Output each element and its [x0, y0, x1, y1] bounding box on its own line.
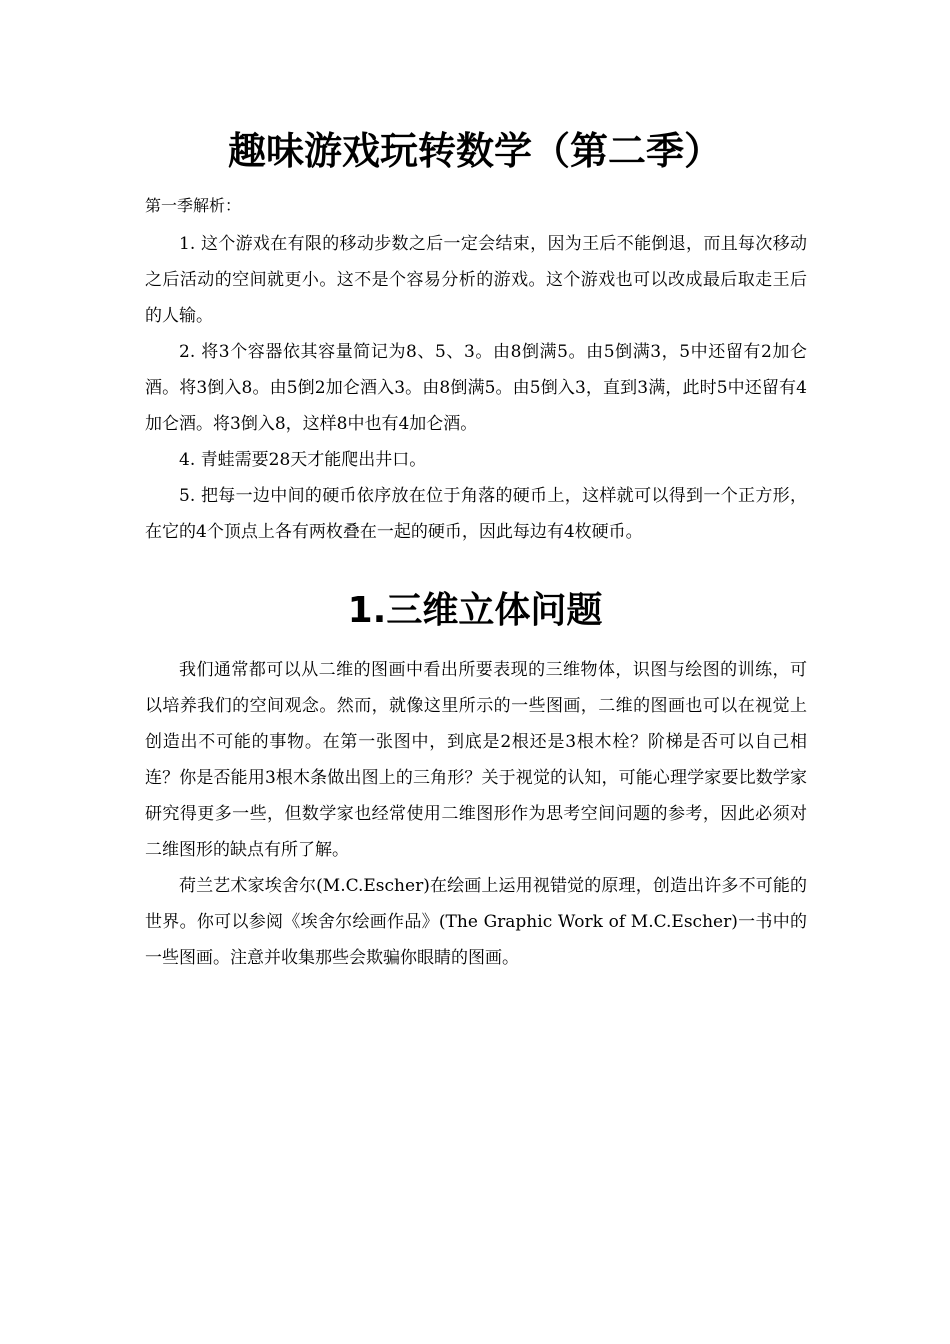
answer-paragraph-4: 4. 青蛙需要28天才能爬出井口。: [179, 450, 427, 470]
answer-paragraph-2: 2. 将3个容器依其容量简记为8、5、3。由8倒满5。由5倒满3，5中还留有2加仑酒。将3倒入8。由5倒2加仑酒入3。由8倒满5。由5倒入3，直到3满，此时5中还留有4加仑酒。将3倒入8，这样8中也有4加仑酒。: [145, 342, 807, 434]
section-title: 1.三维立体问题: [347, 590, 603, 631]
answers-list: [145, 226, 807, 550]
page-title: 趣味游戏玩转数学（第二季）: [227, 129, 722, 173]
section-body: [145, 652, 807, 976]
answer-paragraph-1: 1. 这个游戏在有限的移动步数之后一定会结束，因为王后不能倒退，而且每次移动之后活动的空间就更小。这不是个容易分析的游戏。这个游戏也可以改成最后取走王后的人输。: [145, 234, 807, 326]
answers-label: 第一季解析：: [145, 196, 242, 215]
answer-paragraph-5: 5. 把每一边中间的硬币依序放在位于角落的硬币上，这样就可以得到一个正方形，在它的4个顶点上各有两枚叠在一起的硬币，因此每边有4枚硬币。: [145, 486, 807, 542]
section-paragraph-1: 我们通常都可以从二维的图画中看出所要表现的三维物体，识图与绘图的训练，可以培养我们的空间观念。然而，就像这里所示的一些图画，二维的图画也可以在视觉上创造出不可能的事物。在第一张图中，到底是2根还是3根木栓？阶梯是否可以自己相连？你是否能用3根木条做出图上的三角形？关于视觉的认知，可能心理学家要比数学家研究得更多一些，但数学家也经常使用二维图形作为思考空间问题的参考，因此必须对二维图形的缺点有所了解。: [145, 660, 807, 860]
section-paragraph-2: 荷兰艺术家埃舍尔(M.C.Escher)在绘画上运用视错觉的原理，创造出许多不可能的世界。你可以参阅《埃舍尔绘画作品》(The Graphic Work of M.C.Escher)一书中的一些图画。注意并收集那些会欺骗你眼睛的图画。: [145, 876, 807, 968]
